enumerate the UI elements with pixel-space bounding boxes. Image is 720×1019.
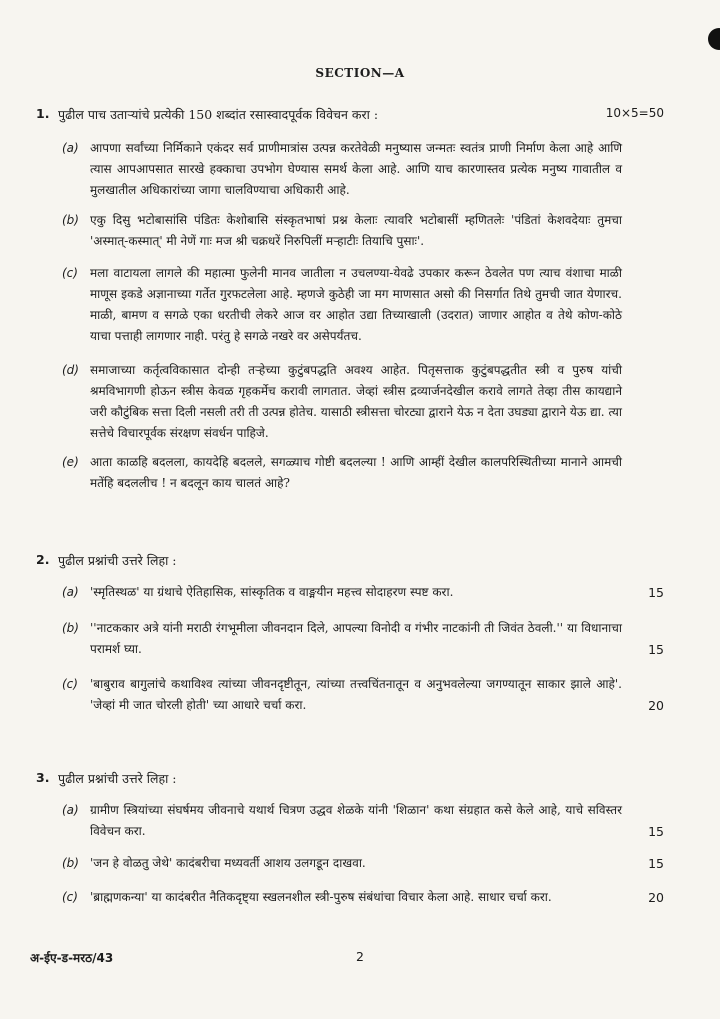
question-1a: [62, 138, 664, 201]
question-3b: [62, 853, 664, 874]
sub-label: (c): [62, 890, 78, 904]
question-1-heading: [36, 106, 664, 126]
sub-text: ग्रामीण स्त्रियांच्या संघर्षमय जीवनाचे यथार्थ चित्रण उद्धव शेळके यांनी 'शिळान' कथा संग्रहात कसे केले आहे, याचे सविस्तर विवेचन करा.: [90, 803, 622, 838]
question-text: पुढील प्रश्नांची उत्तरे लिहा :: [58, 771, 177, 786]
page-corner-mark: [708, 28, 720, 50]
sub-text: 'स्मृतिस्थळ' या ग्रंथाचे ऐतिहासिक, सांस्कृतिक व वाङ्मयीन महत्त्व सोदाहरण स्पष्ट करा.: [90, 585, 454, 599]
question-2-heading: [36, 552, 664, 572]
question-3c: [62, 887, 664, 908]
sub-marks: 15: [648, 824, 664, 839]
sub-label: (e): [62, 455, 79, 469]
sub-text: एकु दिसु भटोबासांसि पंडितः केशोबासि संस्कृतभाषां प्रश्न केलाः त्यावरि भटोबासीं म्हणितलेः 'पंडितां केशवदेयाः तुमचा 'अस्मात्-कस्मात्' मी नेणें गाः मज श्री चक्रधरें निरुपिलीं मऱ्हाटीः तियाचि पुसाः'.: [90, 213, 622, 248]
sub-text: समाजाच्या कर्तृत्वविकासात दोन्ही तऱ्हेच्या कुटुंबपद्धति अवश्य आहेत. पितृसत्ताक कुटुंबपद्धतीत स्त्री व पुरुष यांची श्रमविभागणी होऊन स्त्रीस केवळ गृहकर्मेच करावी लागतात. जेव्हां स्त्रीस द्रव्यार्जनदेखील करावे लागते तेव्हा तीस कायद्याने जरी कौटुंबिक सत्ता दिली नसली तरी ती उत्पन्न होतेच. यासाठी स्त्रीसत्ता चोरट्या द्वाराने येऊ न देता उघड्या द्वाराने येऊ द्या. त्या सत्तेचे विचारपूर्वक संरक्षण संवर्धन पाहिजे.: [90, 363, 622, 440]
sub-label: (b): [62, 621, 79, 635]
question-1b: [62, 210, 664, 252]
sub-marks: 15: [648, 585, 664, 600]
question-1e: [62, 452, 664, 494]
question-3a: [62, 800, 664, 842]
question-number: 3.: [36, 770, 50, 785]
question-3-heading: [36, 770, 664, 790]
sub-label: (d): [62, 363, 79, 377]
sub-marks: 15: [648, 642, 664, 657]
question-number: 2.: [36, 552, 50, 567]
question-1d: [62, 360, 664, 444]
sub-marks: 20: [648, 890, 664, 905]
page-number: 2: [356, 949, 364, 964]
sub-text: आता काळहि बदलला, कायदेहि बदलले, सगळ्याच गोष्टी बदलल्या ! आणि आम्हीं देखील कालपरिस्थितीच्या मानाने आमची मतेंहि बदललीच ! न बदलून काय चालतं आहे?: [90, 455, 622, 490]
question-text: पुढील प्रश्नांची उत्तरे लिहा :: [58, 553, 177, 568]
question-marks: 10×5=50: [605, 106, 664, 120]
sub-label: (b): [62, 856, 79, 870]
sub-marks: 20: [648, 698, 664, 713]
question-2b: [62, 618, 664, 660]
question-2c: [62, 674, 664, 716]
paper-code: अ-ईए-ड-मरठ/43: [30, 951, 114, 965]
sub-label: (c): [62, 677, 78, 691]
question-text: पुढील पाच उताऱ्यांचे प्रत्येकी 150 शब्दांत रसास्वादपूर्वक विवेचन करा :: [58, 107, 379, 122]
sub-text: आपणा सर्वांच्या निर्मिकाने एकंदर सर्व प्राणीमात्रांस उत्पन्न करतेवेळी मनुष्यास जन्मतः स्वतंत्र प्राणी निर्माण केला आहे आणि त्यास आपआपसात सारखे हक्काचा उपभोग घेण्यास समर्थ केला आहे. आणि याच कारणास्तव प्रत्येक मनुष्य गावातील व मुलखातील अधिकारांच्या जागा चालविण्याचा अधिकारी आहे.: [90, 141, 622, 197]
sub-label: (a): [62, 803, 79, 817]
sub-text: 'ब्राह्मणकन्या' या कादंबरीत नैतिकदृष्ट्या स्खलनशील स्त्री-पुरुष संबंधांचा विचार केला आहे. साधार चर्चा करा.: [90, 890, 552, 904]
sub-label: (c): [62, 266, 78, 280]
sub-text: 'जन हे वोळतु जेथे' कादंबरीचा मध्यवर्ती आशय उलगडून दाखवा.: [90, 856, 366, 870]
question-1c: [62, 263, 664, 347]
sub-label: (a): [62, 585, 79, 599]
sub-text: ''नाटककार अत्रे यांनी मराठी रंगभूमीला जीवनदान दिले, आपल्या विनोदी व गंभीर नाटकांनी ती जिवंत ठेवली.'' या विधानाचा परामर्श घ्या.: [90, 621, 622, 656]
sub-text: मला वाटायला लागले की महात्मा फुलेनी मानव जातीला न उचलण्या-येवढे उपकार करून ठेवलेत पण त्याच वंशाचा माळी माणूस इकडे अज्ञानाच्या गर्तेत गुरफटलेला आहे. म्हणजे कुठेही जा मग माणसात असो की निसर्गात तिथे तुमची जात येणारच. माळी, बामण व सगळे एका धरतीची लेकरे आज वर आहोत उद्या तिच्याखाली (उदरात) जाणार आहोत व तेथे कोण-कोठे याचा पत्ताही लागणार नाही. परंतु हे सगळे नखरे वर असेपर्यंतच.: [90, 266, 622, 343]
question-2a: [62, 582, 664, 603]
question-number: 1.: [36, 106, 50, 121]
sub-label: (b): [62, 213, 79, 227]
section-title: SECTION—A: [315, 66, 405, 80]
sub-text: 'बाबुराव बागुलांचे कथाविश्व त्यांच्या जीवनदृष्टीतून, त्यांच्या तत्त्वचिंतनातून व अनुभवलेल्या जगण्यातून साकार झाले आहे'. 'जेव्हां मी जात चोरली होती' च्या आधारे चर्चा करा.: [90, 677, 622, 712]
sub-label: (a): [62, 141, 79, 155]
sub-marks: 15: [648, 856, 664, 871]
